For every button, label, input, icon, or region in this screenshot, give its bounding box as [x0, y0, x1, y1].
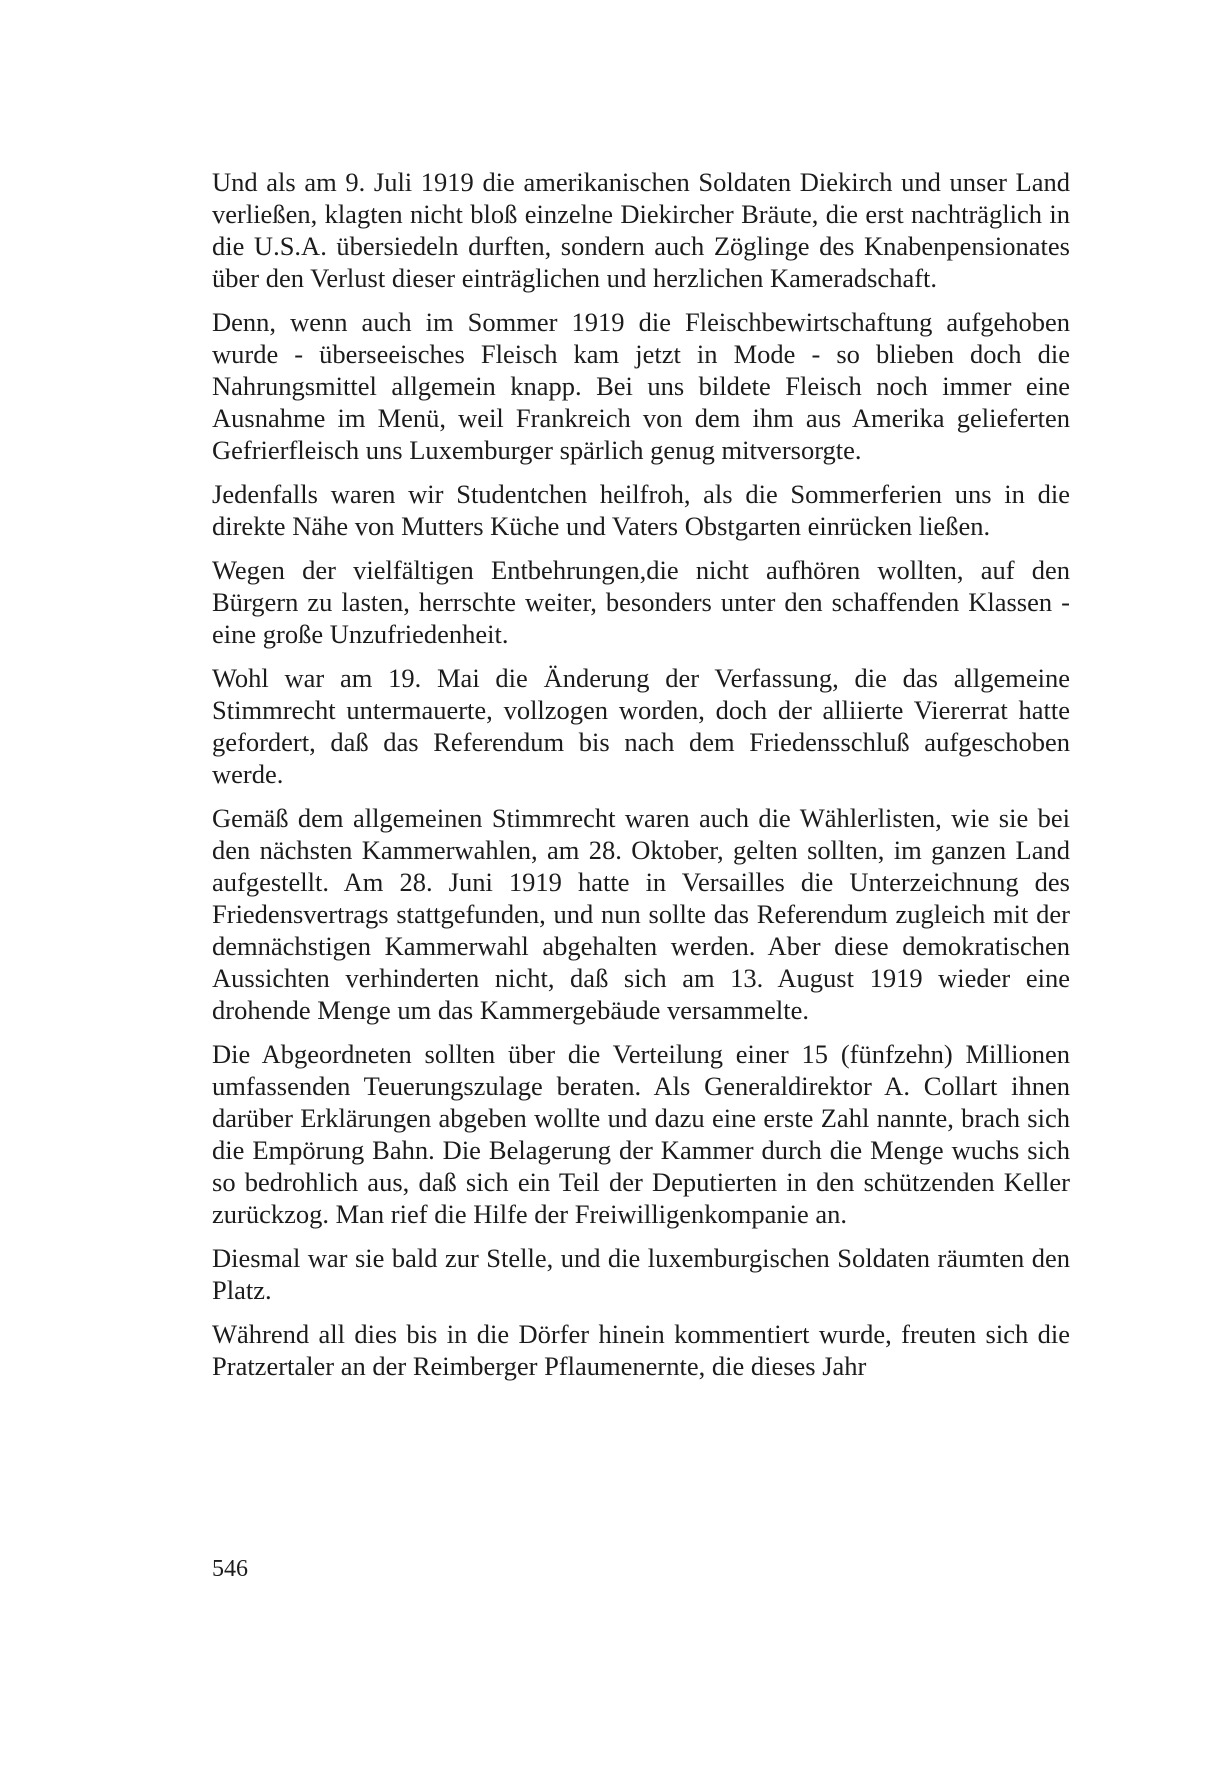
paragraph-3: Jedenfalls waren wir Studentchen heilfroh, als die Sommerferien uns in die direkte Nähe von Mutters Küche und Vaters Obstgarten einrücken ließen. [212, 479, 1070, 541]
paragraph-7: Die Abgeordneten sollten über die Verteilung einer 15 (fünfzehn) Millionen umfassenden Teuerungszulage beraten. Als Generaldirektor A. Collart ihnen darüber Erklärungen abgeben wollte und dazu eine erste Zahl nannte, brach sich die Empörung Bahn. Die Belagerung der Kammer durch die Menge wuchs sich so bedrohlich aus, daß sich ein Teil der Deputierten in den schützenden Keller zurückzog. Man rief die Hilfe der Freiwilligenkompanie an. [212, 1039, 1070, 1229]
paragraph-2: Denn, wenn auch im Sommer 1919 die Fleischbewirtschaftung aufgehoben wurde - überseeisches Fleisch kam jetzt in Mode - so blieben doch die Nahrungsmittel allgemein knapp. Bei uns bildete Fleisch noch immer eine Ausnahme im Menü, weil Frankreich von dem ihm aus Amerika gelieferten Gefrierfleisch uns Luxemburger spärlich genug mitversorgte. [212, 307, 1070, 465]
body-text [212, 166, 1070, 1394]
paragraph-1: Und als am 9. Juli 1919 die amerikanischen Soldaten Diekirch und unser Land verließen, klagten nicht bloß einzelne Diekircher Bräute, die erst nachträglich in die U.S.A. übersiedeln durften, sondern auch Zöglinge des Knabenpensionates über den Verlust dieser einträglichen und herzlichen Kameradschaft. [212, 167, 1070, 293]
paragraph-4: Wegen der vielfältigen Entbehrungen,die nicht aufhören wollten, auf den Bürgern zu lasten, herrschte weiter, besonders unter den schaffenden Klassen - eine große Unzufriedenheit. [212, 555, 1070, 649]
paragraph-5: Wohl war am 19. Mai die Änderung der Verfassung, die das allgemeine Stimmrecht untermauerte, vollzogen worden, doch der alliierte Viererrat hatte gefordert, daß das Referendum bis nach dem Friedensschluß aufgeschoben werde. [212, 663, 1070, 789]
paragraph-6: Gemäß dem allgemeinen Stimmrecht waren auch die Wählerlisten, wie sie bei den nächsten Kammerwahlen, am 28. Oktober, gelten sollten, im ganzen Land aufgestellt. Am 28. Juni 1919 hatte in Versailles die Unterzeichnung des Friedensvertrags stattgefunden, und nun sollte das Referendum zugleich mit der demnächstigen Kammerwahl abgehalten werden. Aber diese demokratischen Aussichten verhinderten nicht, daß sich am 13. August 1919 wieder eine drohende Menge um das Kammergebäude versammelte. [212, 803, 1070, 1025]
page-number: 546 [212, 1556, 248, 1582]
paragraph-8: Diesmal war sie bald zur Stelle, und die luxemburgischen Soldaten räumten den Platz. [212, 1243, 1070, 1305]
paragraph-9: Während all dies bis in die Dörfer hinein kommentiert wurde, freuten sich die Pratzertaler an der Reimberger Pflaumenernte, die dieses Jahr [212, 1319, 1070, 1381]
